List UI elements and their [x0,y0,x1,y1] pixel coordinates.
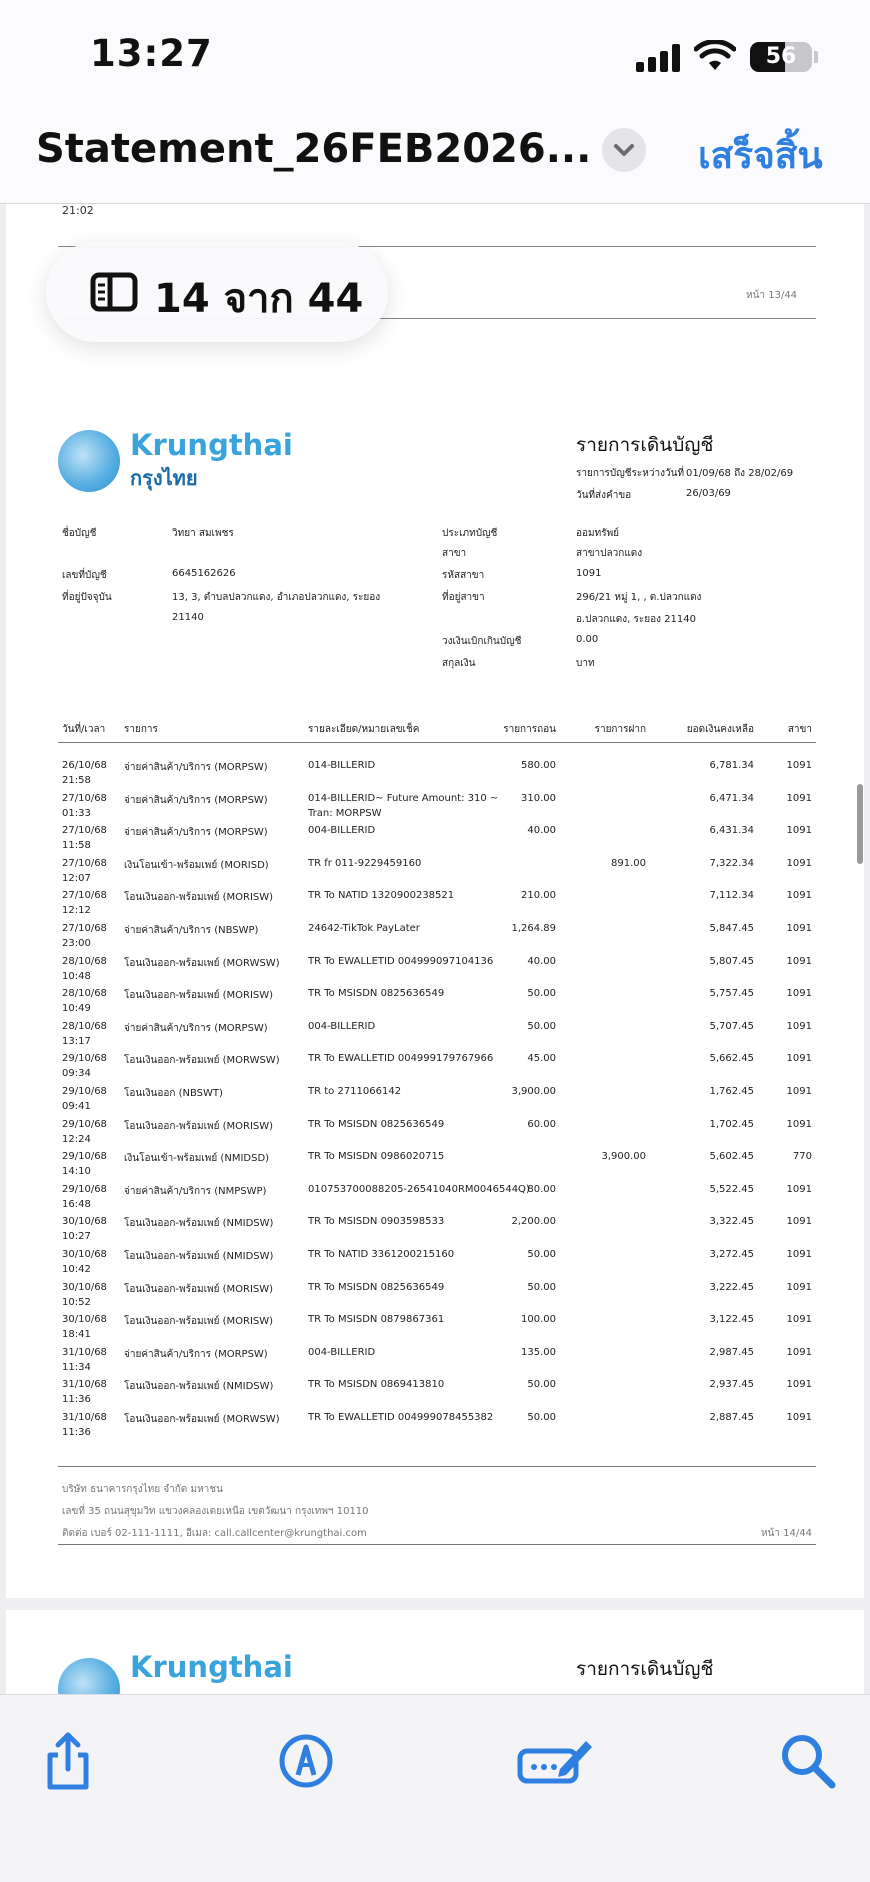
row-time: 21:58 [62,775,91,786]
row-date: 31/10/68 [62,1346,107,1358]
col-header-withdraw: รายการถอน [503,724,556,735]
col-header-detail: รายละเอียด/หมายเลขเช็ค [308,724,420,735]
next-page [6,1610,864,1694]
table-row [6,1412,864,1444]
table-row [6,1347,864,1379]
document-viewport[interactable] [0,204,870,1694]
row-balance: 7,112.34 [709,890,754,902]
table-row [6,988,864,1020]
row-date: 27/10/68 [62,792,107,804]
table-row [6,1282,864,1314]
next-logo-text-en: Krungthai [130,1650,293,1684]
account-number-value: 6645162626 [172,568,236,579]
row-type: โอนเงินออก-พร้อมเพย์ (NMIDSW) [124,1251,274,1262]
row-withdrawal: 135.00 [521,1346,556,1358]
row-branch: 1091 [786,890,812,902]
row-type: โอนเงินออก-พร้อมเพย์ (NMIDSW) [124,1218,274,1230]
row-type: โอนเงินออก-พร้อมเพย์ (MORISW) [124,1283,274,1295]
row-date: 27/10/68 [62,825,107,837]
row-detail-extra: Tran: MORPSW [308,807,382,819]
row-deposit: 3,900.00 [601,1151,646,1163]
row-detail: TR To MSISDN 0825636549 [308,1281,445,1293]
currency-value: บาท [576,658,595,669]
row-balance: 5,522.45 [709,1183,754,1195]
row-date: 28/10/68 [62,955,107,967]
row-balance: 5,807.45 [709,955,754,967]
row-type: โอนเงินออก (NBSWT) [124,1088,223,1099]
branch-code-value: 1091 [576,568,602,579]
row-time: 09:41 [62,1101,91,1112]
row-detail: TR To NATID 3361200215160 [308,1249,455,1260]
row-date: 29/10/68 [62,1086,107,1097]
table-row [6,1053,864,1085]
row-detail: TR To EWALLETID 004999078455382 [308,1412,494,1423]
cellular-signal-icon [636,44,680,72]
row-detail: 014-BILLERID [308,760,376,771]
row-balance: 6,471.34 [709,792,754,804]
row-type: จ่ายค่าสินค้า/บริการ (NBSWP) [124,925,259,936]
row-balance: 5,662.45 [709,1053,754,1065]
row-type: โอนเงินออก-พร้อมเพย์ (MORWSW) [124,1055,280,1067]
status-bar [0,0,870,100]
row-detail: TR to 2711066142 [308,1086,402,1097]
row-type: โอนเงินออก-พร้อมเพย์ (MORISW) [124,892,274,904]
col-header-deposit: รายการฝาก [594,724,646,735]
share-icon [36,1729,100,1793]
row-date: 30/10/68 [62,1314,107,1326]
col-header-branch: สาขา [787,724,812,735]
row-date: 29/10/68 [62,1118,107,1130]
row-type: โอนเงินออก-พร้อมเพย์ (MORISW) [124,1120,274,1132]
row-detail: TR To MSISDN 0903598533 [308,1216,445,1228]
branch-address-label: ที่อยู่สาขา [442,592,485,603]
col-header-type: รายการ [124,724,158,735]
search-button[interactable] [776,1729,840,1793]
row-date: 27/10/68 [62,857,107,869]
row-date: 27/10/68 [62,923,107,934]
battery-percent: 56 [765,44,797,69]
branch-address-value-2: อ.ปลวกแดง, ระยอง 21140 [576,614,696,625]
branch-value: สาขาปลวกแดง [576,548,643,559]
row-balance: 5,707.45 [709,1020,754,1032]
row-branch: 1091 [786,988,812,1000]
row-withdrawal: 310.00 [521,792,556,804]
account-number-label: เลขที่บัญชี [62,570,107,581]
row-branch: 1091 [786,1053,812,1065]
next-statement-title: รายการเดินบัญชี [576,1658,714,1680]
table-row [6,760,864,792]
row-balance: 1,702.45 [709,1118,754,1130]
col-header-datetime: วันที่/เวลา [62,724,106,735]
status-time: 13:27 [90,32,213,75]
nav-bar [0,100,870,204]
row-withdrawal: 2,200.00 [511,1216,556,1228]
account-type-label: ประเภทบัญชี [442,528,498,539]
row-time: 14:10 [62,1166,91,1178]
branch-address-value-1: 296/21 หมู่ 1, , ต.ปลวกแดง [576,592,702,603]
row-withdrawal: 1,264.89 [511,923,556,934]
table-row [6,1379,864,1411]
account-name-label: ชื่อบัญชี [62,528,97,539]
row-type: เงินโอนเข้า-พร้อมเพย์ (NMIDSD) [124,1153,270,1165]
row-withdrawal: 45.00 [527,1053,556,1065]
row-date: 27/10/68 [62,890,107,902]
row-date: 30/10/68 [62,1281,107,1293]
total-page-number: 44 [307,276,364,322]
request-date-label: วันที่ส่งคำขอ [576,490,632,501]
currency-label: สกุลเงิน [442,658,476,669]
row-type: จ่ายค่าสินค้า/บริการ (NMPSWP) [124,1185,267,1197]
branch-label: สาขา [442,548,467,559]
row-date: 26/10/68 [62,760,107,771]
row-withdrawal: 50.00 [527,1020,556,1032]
row-detail: TR To EWALLETID 004999097104136 [308,955,494,967]
row-time: 01:33 [62,807,91,819]
row-withdrawal: 40.00 [527,955,556,967]
row-detail: 24642-TikTok PayLater [308,923,420,934]
prev-row-time: 21:02 [62,204,94,217]
scrollbar[interactable] [857,784,863,864]
row-time: 12:12 [62,905,91,917]
row-type: โอนเงินออก-พร้อมเพย์ (MORWSW) [124,957,280,969]
markup-icon [274,1729,338,1793]
row-date: 29/10/68 [62,1151,107,1163]
row-balance: 3,122.45 [709,1314,754,1326]
row-branch: 1091 [786,1314,812,1326]
row-deposit: 891.00 [611,857,646,869]
row-detail: TR To MSISDN 0879867361 [308,1314,445,1326]
row-balance: 6,431.34 [709,825,754,837]
table-row [6,890,864,922]
row-time: 11:36 [62,1394,91,1406]
table-row [6,1184,864,1216]
row-detail: 004-BILLERID [308,1346,376,1358]
row-branch: 1091 [786,1249,812,1260]
row-balance: 5,847.45 [709,923,754,934]
done-button[interactable]: เสร็จสิ้น [698,134,823,177]
row-withdrawal: 80.00 [527,1183,556,1195]
row-withdrawal: 100.00 [521,1314,556,1326]
row-date: 30/10/68 [62,1249,107,1260]
row-date: 29/10/68 [62,1053,107,1065]
markup-button[interactable] [274,1729,338,1793]
row-type: จ่ายค่าสินค้า/บริการ (MORPSW) [124,762,268,773]
prev-page-number: หน้า 13/44 [746,290,798,301]
row-type: จ่ายค่าสินค้า/บริการ (MORPSW) [124,794,268,806]
row-withdrawal: 40.00 [527,825,556,837]
logo-text-th: กรุงไทย [130,466,198,490]
table-row [6,923,864,955]
row-time: 10:48 [62,970,91,982]
footer-company: บริษัท ธนาคารกรุงไทย จำกัด มหาชน [62,1484,223,1495]
row-detail: TR To MSISDN 0825636549 [308,1118,445,1130]
bottom-toolbar [0,1694,870,1882]
row-branch: 1091 [786,760,812,771]
row-withdrawal: 50.00 [527,1281,556,1293]
row-balance: 2,987.45 [709,1346,754,1358]
row-type: เงินโอนเข้า-พร้อมเพย์ (MORISD) [124,859,269,871]
row-time: 10:52 [62,1296,91,1308]
row-balance: 5,602.45 [709,1151,754,1163]
footer-bottom-divider [58,1544,816,1545]
account-type-value: ออมทรัพย์ [576,528,620,539]
row-withdrawal: 60.00 [527,1118,556,1130]
row-detail: TR To NATID 1320900238521 [308,890,455,902]
row-date: 28/10/68 [62,988,107,1000]
row-branch: 1091 [786,1183,812,1195]
request-date-value: 26/03/69 [686,488,731,499]
overdraft-label: วงเงินเบิกเกินบัญชี [442,636,522,647]
row-detail: 010753700088205-26541040RM0046544Q) [308,1183,530,1195]
document-title[interactable]: Statement_26FEB2026... [36,126,592,172]
row-branch: 1091 [786,792,812,804]
row-branch: 1091 [786,1379,812,1391]
signature-icon [516,1729,596,1793]
bank-logo-icon [58,430,120,492]
table-row [6,1086,864,1118]
row-balance: 3,272.45 [709,1249,754,1260]
row-branch: 1091 [786,1118,812,1130]
row-type: จ่ายค่าสินค้า/บริการ (MORPSW) [124,1022,268,1034]
col-header-balance: ยอดเงินคงเหลือ [686,724,754,735]
row-time: 11:58 [62,840,91,852]
table-row [6,1151,864,1183]
footer-contact: ติดต่อ เบอร์ 02-111-1111, อีเมล: call.callcenter@krungthai.com [62,1528,367,1539]
row-withdrawal: 50.00 [527,1249,556,1260]
row-balance: 3,322.45 [709,1216,754,1228]
row-withdrawal: 50.00 [527,988,556,1000]
row-balance: 3,222.45 [709,1281,754,1293]
row-detail: TR To MSISDN 0986020715 [308,1151,445,1163]
row-branch: 1091 [786,1020,812,1032]
thumbnails-sidebar-icon [90,272,138,312]
row-withdrawal: 580.00 [521,760,556,771]
fill-and-sign-button[interactable] [516,1729,596,1793]
branch-code-label: รหัสสาขา [442,570,485,581]
row-time: 13:17 [62,1035,91,1047]
row-time: 10:49 [62,1003,91,1015]
page-indicator-text [154,266,363,330]
row-branch: 1091 [786,857,812,869]
row-branch: 770 [792,1151,812,1163]
table-row [6,1249,864,1281]
table-row [6,956,864,988]
footer-address: เลขที่ 35 ถนนสุขุมวิท แขวงคลองเตยเหนือ เขตวัฒนา กรุงเทพฯ 10110 [62,1506,369,1517]
address-value-2: 21140 [172,612,204,623]
row-time: 12:07 [62,872,91,884]
row-branch: 1091 [786,923,812,934]
period-label: รายการบัญชีระหว่างวันที่ [576,468,685,479]
row-branch: 1091 [786,825,812,837]
row-time: 10:42 [62,1264,91,1275]
row-branch: 1091 [786,1281,812,1293]
row-date: 28/10/68 [62,1020,107,1032]
current-page-number: 14 [154,276,210,322]
search-icon [776,1729,840,1793]
row-type: โอนเงินออก-พร้อมเพย์ (MORISW) [124,990,274,1002]
battery-icon [750,42,812,72]
account-name-value: วิทยา สมเพชร [172,528,234,539]
row-branch: 1091 [786,1412,812,1423]
row-balance: 1,762.45 [709,1086,754,1097]
logo-text-en: Krungthai [130,428,293,462]
table-row [6,793,864,825]
statement-page [6,386,864,1598]
row-branch: 1091 [786,1346,812,1358]
row-time: 11:36 [62,1427,91,1438]
row-type: จ่ายค่าสินค้า/บริการ (MORPSW) [124,827,268,839]
row-time: 12:24 [62,1133,91,1145]
row-type: โอนเงินออก-พร้อมเพย์ (MORISW) [124,1316,274,1328]
statement-title: รายการเดินบัญชี [576,434,714,456]
row-type: จ่ายค่าสินค้า/บริการ (MORPSW) [124,1348,268,1360]
table-row [6,858,864,890]
chevron-down-icon [602,128,646,172]
page-number: หน้า 14/44 [760,1528,812,1539]
row-branch: 1091 [786,955,812,967]
row-branch: 1091 [786,1216,812,1228]
row-time: 11:34 [62,1361,91,1373]
row-type: โอนเงินออก-พร้อมเพย์ (MORWSW) [124,1414,280,1425]
row-detail: TR To MSISDN 0869413810 [308,1379,445,1391]
table-row [6,1119,864,1151]
row-balance: 2,937.45 [709,1379,754,1391]
row-date: 29/10/68 [62,1183,107,1195]
row-date: 31/10/68 [62,1379,107,1391]
row-date: 30/10/68 [62,1216,107,1228]
next-bank-logo-icon [58,1658,120,1694]
row-detail: 004-BILLERID [308,825,376,837]
row-detail: TR To EWALLETID 004999179767966 [308,1053,494,1065]
row-branch: 1091 [786,1086,812,1097]
table-row [6,1314,864,1346]
row-type: โอนเงินออก-พร้อมเพย์ (NMIDSW) [124,1381,274,1393]
row-time: 18:41 [62,1329,91,1341]
row-time: 16:48 [62,1198,91,1210]
battery-cap [814,51,818,63]
row-balance: 5,757.45 [709,988,754,1000]
row-date: 31/10/68 [62,1412,107,1423]
row-time: 23:00 [62,938,91,949]
row-time: 09:34 [62,1068,91,1080]
row-detail: TR To MSISDN 0825636549 [308,988,445,1000]
row-withdrawal: 50.00 [527,1379,556,1391]
address-value-1: 13, 3, ตำบลปลวกแดง, อำเภอปลวกแดง, ระยอง [172,592,381,603]
row-detail: 014-BILLERID~ Future Amount: 310 ~ [308,792,499,804]
table-row [6,1021,864,1053]
row-balance: 7,322.34 [709,857,754,869]
title-menu-button[interactable] [602,128,646,172]
share-button[interactable] [36,1729,100,1793]
row-detail: TR fr 011-9229459160 [308,857,422,869]
table-header-divider [58,742,816,743]
period-value: 01/09/68 ถึง 28/02/69 [686,468,794,479]
row-withdrawal: 50.00 [527,1412,556,1423]
table-row [6,825,864,857]
table-footer-divider [58,1466,816,1467]
row-withdrawal: 210.00 [521,890,556,902]
wifi-icon [694,40,736,72]
page-of-label: จาก [223,276,294,322]
table-row [6,1216,864,1248]
overdraft-value: 0.00 [576,634,599,645]
page-indicator[interactable] [46,242,388,342]
row-balance: 2,887.45 [709,1412,754,1423]
row-time: 10:27 [62,1231,91,1243]
address-label: ที่อยู่ปัจจุบัน [62,592,112,603]
row-withdrawal: 3,900.00 [511,1086,556,1097]
row-balance: 6,781.34 [709,760,754,771]
row-detail: 004-BILLERID [308,1020,376,1032]
